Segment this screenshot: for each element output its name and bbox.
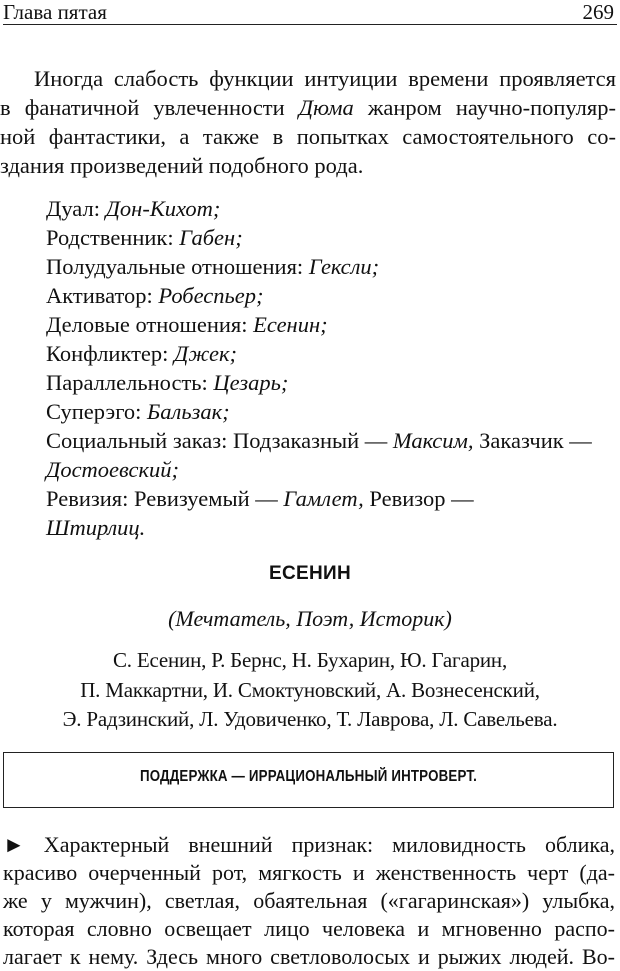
relation-label: Родственник: xyxy=(46,225,180,250)
text-run: Ревизия: Ревизуемый — xyxy=(46,486,284,511)
text-run: ной фантастики, а также в попытках самостоятельного со- xyxy=(0,124,616,149)
page-number: 269 xyxy=(582,0,614,24)
names-line: П. Маккартни, И. Смоктуновский, А. Вознесенский, xyxy=(80,677,540,702)
box-heading: ПОДДЕРЖКА — ИРРАЦИОНАЛЬНЫЙ ИНТРОВЕРТ. xyxy=(139,768,478,785)
text-run: здания произведений подобного рода. xyxy=(0,153,364,178)
relation-row xyxy=(46,281,616,310)
text-run: Социальный заказ: Подзаказный — xyxy=(46,428,393,453)
relation-value: Робеспьер; xyxy=(158,283,264,308)
relation-row xyxy=(46,223,616,252)
relation-row xyxy=(46,397,616,426)
relation-row xyxy=(46,368,616,397)
relation-label: Конфликтер: xyxy=(46,341,175,366)
relation-row xyxy=(46,339,616,368)
italic-text: Дюма xyxy=(298,95,354,120)
relation-label: Активатор: xyxy=(46,283,159,308)
relation-row xyxy=(46,194,616,223)
text-run: Иногда слабость функции интуиции времени проявляется xyxy=(34,66,616,91)
relation-value: Цезарь; xyxy=(213,370,289,395)
relation-row xyxy=(46,310,616,339)
paragraph-line xyxy=(0,93,616,122)
chapter-title: Глава пятая xyxy=(3,0,107,24)
paragraph-line: которая словно освещает лицо человека и мгновенно распо- xyxy=(3,916,615,941)
intertype-relations-list xyxy=(46,194,616,542)
heading-box xyxy=(3,752,614,808)
names-line: С. Есенин, Р. Бернс, Н. Бухарин, Ю. Гагарин, xyxy=(112,648,508,672)
revision-auditor: Штирлиц. xyxy=(46,515,146,540)
italic-text: Гамлет, xyxy=(283,486,364,511)
relation-label: Полудуальные отношения: xyxy=(46,254,309,279)
paragraph-line xyxy=(0,122,616,151)
relation-value: Есенин; xyxy=(253,312,328,337)
paragraph-line: же у мужчин), светлая, обаятельная («гагаринская») улыбка, xyxy=(3,888,615,913)
paragraph-line xyxy=(0,64,616,93)
text-run: жанром научно-популяр- xyxy=(353,95,616,120)
text-run: Заказчик — xyxy=(473,428,592,453)
paragraph-line: ► Характерный внешний признак: миловидность облика, xyxy=(3,832,615,857)
italic-text: Максим, xyxy=(392,428,474,453)
relation-label: Дуал: xyxy=(46,196,106,221)
famous-people-list xyxy=(0,646,620,735)
header-rule xyxy=(3,24,617,25)
relation-label: Деловые отношения: xyxy=(46,312,254,337)
revision-row xyxy=(46,484,616,513)
relation-row xyxy=(46,252,616,281)
relation-value: Дон-Кихот; xyxy=(105,196,221,221)
intro-paragraph xyxy=(0,64,616,180)
relation-value: Джек; xyxy=(174,341,237,366)
trait-paragraph xyxy=(3,831,615,971)
relation-label: Параллельность: xyxy=(46,370,214,395)
paragraph-line: красиво очерченный рот, мягкость и женственность черт (да- xyxy=(3,860,615,885)
section-subtitle: (Мечтатель, Поэт, Историк) xyxy=(168,606,452,631)
relation-value: Бальзак; xyxy=(147,399,230,424)
names-line: Э. Радзинский, Л. Удовиченко, Т. Лаврова, Л. Савельева. xyxy=(62,707,558,731)
text-run: в фанатичной увлеченности xyxy=(0,95,299,120)
relation-label: Суперэго: xyxy=(46,399,147,424)
relation-value: Гексли; xyxy=(308,254,380,279)
paragraph-line: лагает к нему. Здесь много светловолосых и рыжих людей. Во- xyxy=(3,944,615,969)
running-header xyxy=(0,0,620,26)
section-title: ЕСЕНИН xyxy=(269,563,351,584)
social-order-customer: Достоевский; xyxy=(46,457,180,482)
relation-value: Габен; xyxy=(179,225,243,250)
text-run: Ревизор — xyxy=(363,486,474,511)
paragraph-line xyxy=(0,151,616,180)
social-order-row xyxy=(46,426,616,455)
